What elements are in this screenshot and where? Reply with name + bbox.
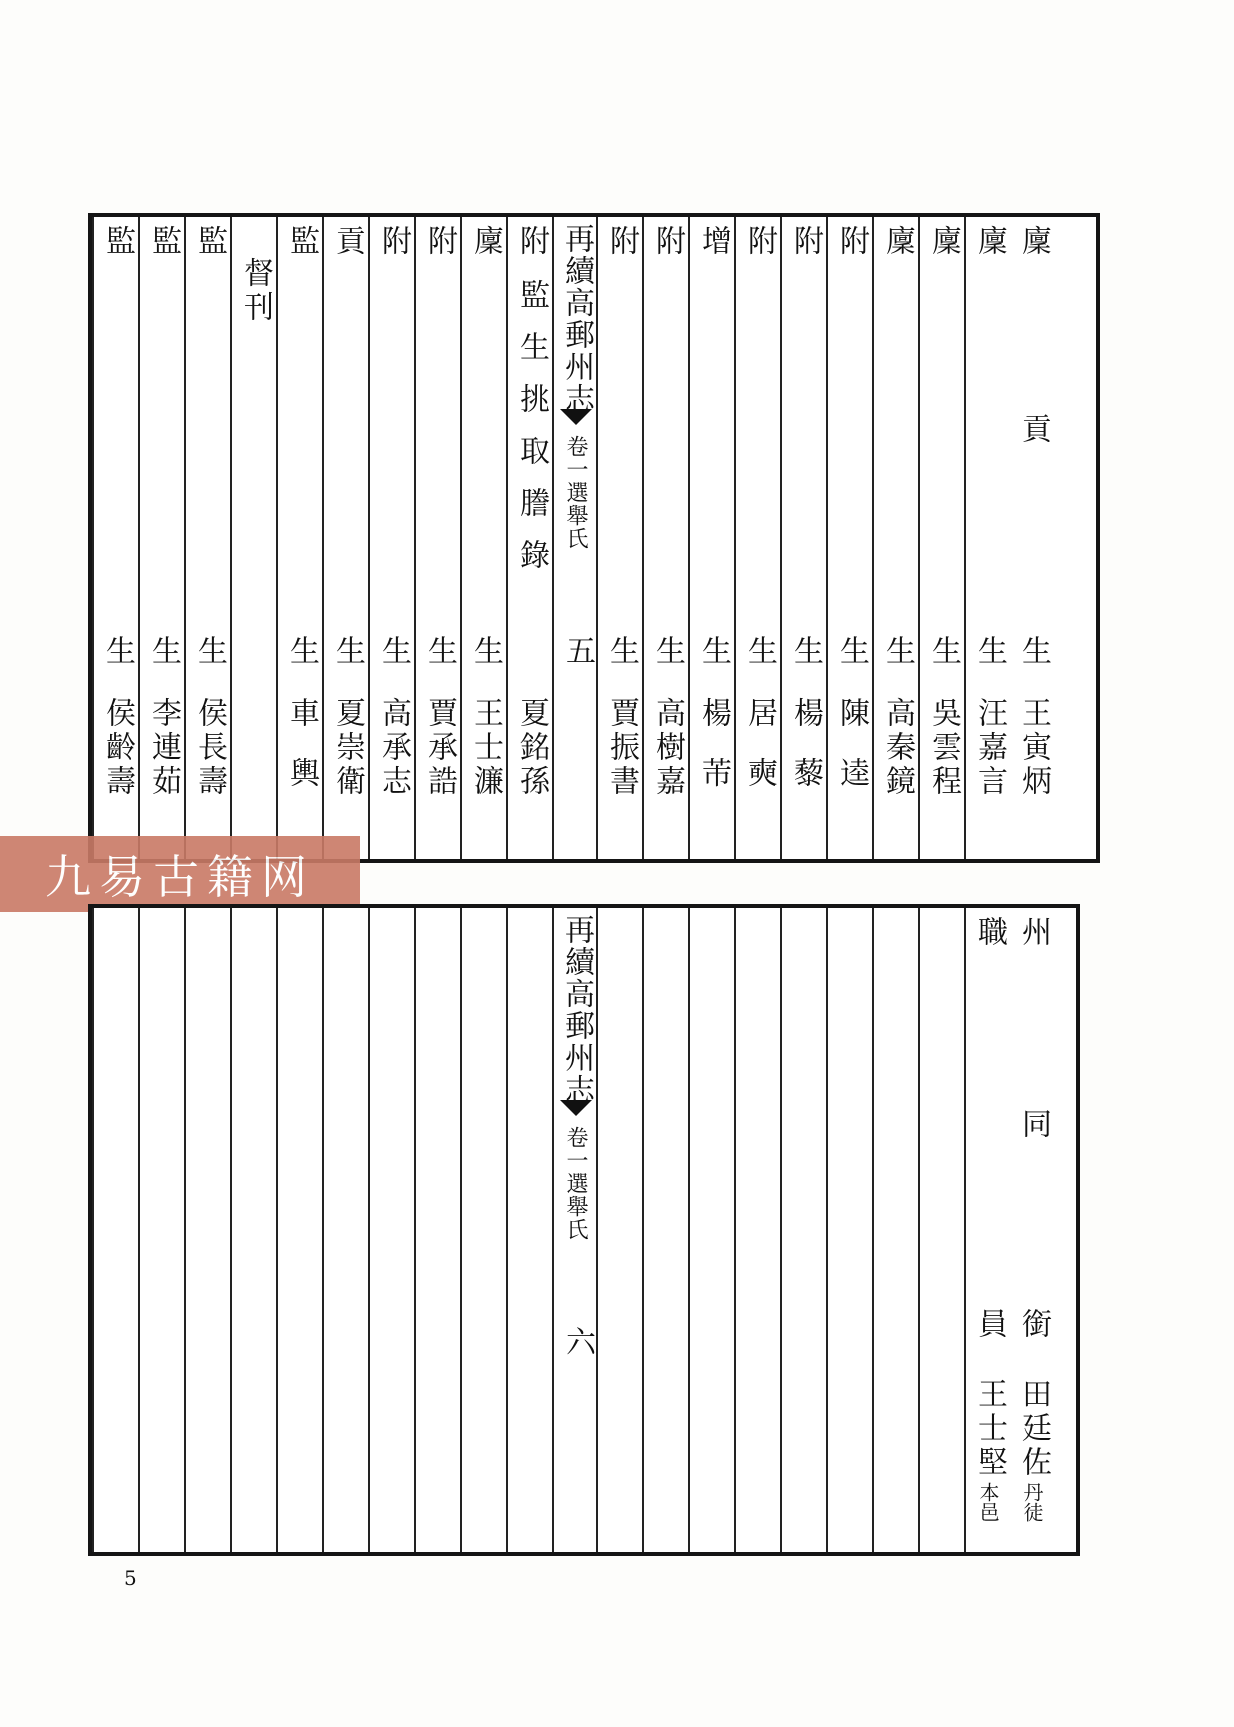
column (826, 217, 874, 859)
generation-label: 生 (696, 635, 731, 669)
generation-label: 生 (468, 635, 503, 669)
column (92, 908, 140, 1552)
person-name: 賈振書 (604, 697, 639, 799)
person-name: 車輿 (284, 697, 319, 817)
column (368, 217, 416, 859)
column (414, 217, 462, 859)
person-name: 侯長壽 (192, 697, 227, 799)
column (734, 908, 782, 1552)
appointment-text: 監生挑取謄錄 (514, 279, 549, 591)
generation-label: 生 (146, 635, 181, 669)
generation-label: 生 (284, 635, 319, 669)
generation-label: 生 (926, 635, 961, 669)
page-number-chinese: 五 (560, 635, 595, 669)
person-name: 高樹嘉 (650, 697, 685, 799)
status-label: 附 (742, 225, 777, 259)
person-name: 王寅炳 (1016, 697, 1051, 799)
column (230, 217, 278, 859)
column (688, 908, 736, 1552)
title-label: 銜 (1016, 1308, 1051, 1342)
tribute-label: 貢 (1016, 413, 1051, 447)
status-label: 監 (284, 225, 319, 259)
generation-label: 生 (100, 635, 135, 669)
status-label: 附 (788, 225, 823, 259)
column (138, 908, 186, 1552)
book-title: 再續高郵州志 (559, 223, 594, 415)
status-label: 廩 (926, 225, 961, 259)
column (1010, 908, 1056, 1552)
column (596, 908, 644, 1552)
status-label: 廩 (468, 225, 503, 259)
generation-label: 生 (788, 635, 823, 669)
origin-note: 本邑 (976, 1482, 1000, 1522)
person-name: 王士堅 (972, 1378, 1007, 1480)
column (322, 217, 370, 859)
section-title: 卷一選舉氏 (563, 435, 588, 550)
column (322, 908, 370, 1552)
column (414, 908, 462, 1552)
person-name: 汪嘉言 (972, 697, 1007, 799)
generation-label: 生 (604, 635, 639, 669)
person-name: 高承志 (376, 697, 411, 799)
generation-label: 生 (376, 635, 411, 669)
status-label: 附 (650, 225, 685, 259)
generation-label: 生 (880, 635, 915, 669)
person-name: 高秦鏡 (880, 697, 915, 799)
generation-label: 生 (972, 635, 1007, 669)
column (872, 217, 920, 859)
column (230, 908, 278, 1552)
fish-tail-mark (560, 1100, 592, 1116)
generation-label: 生 (330, 635, 365, 669)
status-label: 附 (604, 225, 639, 259)
status-label: 貢 (330, 225, 365, 259)
title-label: 同 (1016, 1108, 1051, 1142)
top-page-panel (88, 213, 1100, 863)
supervisor-label: 督刊 (238, 257, 273, 325)
status-label: 廩 (972, 225, 1007, 259)
status-label: 附 (422, 225, 457, 259)
column (918, 908, 966, 1552)
column (506, 217, 554, 859)
person-name: 侯齡壽 (100, 697, 135, 799)
status-label: 附 (514, 225, 549, 259)
person-name: 夏崇衛 (330, 697, 365, 799)
generation-label: 生 (742, 635, 777, 669)
column (918, 217, 966, 859)
person-name: 居奭 (742, 697, 777, 817)
bottom-page-panel (88, 904, 1080, 1556)
status-label: 監 (192, 225, 227, 259)
generation-label: 生 (1016, 635, 1051, 669)
column (642, 908, 690, 1552)
status-label: 廩 (880, 225, 915, 259)
person-name: 夏銘孫 (514, 697, 549, 799)
book-title: 再續高郵州志 (559, 914, 594, 1106)
title-label: 員 (972, 1308, 1007, 1342)
column (826, 908, 874, 1552)
status-label: 附 (376, 225, 411, 259)
page-number: 5 (124, 1566, 137, 1590)
column (688, 217, 736, 859)
column (964, 217, 1012, 859)
column (184, 908, 232, 1552)
column (276, 217, 324, 859)
column (642, 217, 690, 859)
person-name: 賈承誥 (422, 697, 457, 799)
watermark-banner: 九易古籍网 (0, 836, 360, 912)
generation-label: 生 (650, 635, 685, 669)
column (964, 908, 1012, 1552)
column (1010, 217, 1056, 859)
fish-tail-mark (560, 409, 592, 425)
page-number-chinese: 六 (560, 1326, 595, 1360)
column (138, 217, 186, 859)
column (734, 217, 782, 859)
person-name: 王士濂 (468, 697, 503, 799)
person-name: 楊芾 (696, 697, 731, 817)
generation-label: 生 (834, 635, 869, 669)
title-label: 職 (972, 916, 1007, 950)
generation-label: 生 (422, 635, 457, 669)
status-label: 附 (834, 225, 869, 259)
column (460, 908, 508, 1552)
column (506, 908, 554, 1552)
origin-note: 丹徒 (1020, 1482, 1044, 1522)
center-fold (552, 908, 598, 1552)
status-label: 監 (146, 225, 181, 259)
column (596, 217, 644, 859)
column (780, 217, 828, 859)
generation-label: 生 (192, 635, 227, 669)
person-name: 吳雲程 (926, 697, 961, 799)
column (460, 217, 508, 859)
status-label: 監 (100, 225, 135, 259)
column (276, 908, 324, 1552)
center-fold (552, 217, 598, 859)
column (92, 217, 140, 859)
person-name: 楊藜 (788, 697, 823, 817)
column (780, 908, 828, 1552)
person-name: 田廷佐 (1016, 1378, 1051, 1480)
person-name: 李連茹 (146, 697, 181, 799)
title-label: 州 (1016, 916, 1051, 950)
column (184, 217, 232, 859)
person-name: 陳逵 (834, 697, 869, 817)
status-label: 增 (696, 225, 731, 259)
column (368, 908, 416, 1552)
column (872, 908, 920, 1552)
status-label: 廩 (1016, 225, 1051, 259)
section-title: 卷一選舉氏 (563, 1126, 588, 1241)
